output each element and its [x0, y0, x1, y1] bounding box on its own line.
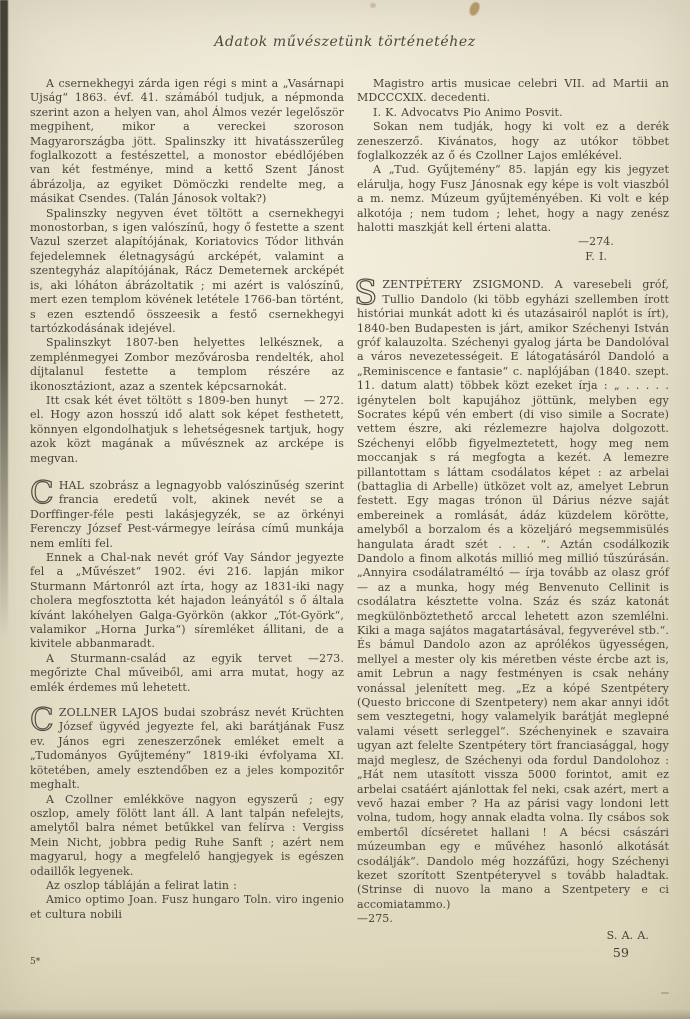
author-initials: F. I.	[585, 249, 607, 263]
paragraph: Spalinszkyt 1807-ben helyettes lelkésznek, a zemplénmegyei Zombor mezővárosba rendelték, ahol díjtalanul festette a templom részére az ikonosztáziont, azaz a szentek képcsarnokát.	[30, 336, 344, 393]
item-number: — 272.	[303, 393, 344, 407]
paragraph-text: HAL szobrász a legnagyobb valószinűség szerint francia eredetű volt, akinek nevét se a Dorffinger-féle pesti lakásjegyzék, se az örkényi Ferenczy József Pest-vármegye leírása című munkája nem említi fel.	[30, 478, 344, 550]
paragraph: Sokan nem tudják, hogy ki volt ez a derék zeneszerző. Kivánatos, hogy az utókor többet foglalkozzék az ő és Czollner Lajos emlékével.	[357, 120, 669, 163]
latin-dedication: Magistro artis musicae celebri VII. ad Martii an MDCCCXIX. decedenti.	[357, 77, 669, 105]
paper-stain	[370, 3, 376, 8]
author-signature: S. A. A.	[606, 928, 649, 942]
article-szentpetery	[354, 273, 669, 912]
paragraph-with-ref	[30, 394, 344, 466]
section-gap	[30, 466, 344, 479]
article-czollner	[30, 702, 344, 792]
article-chal	[30, 474, 344, 551]
paragraph-text: ZOLLNER LAJOS budai szobrász nevét Krüchten József ügyvéd jegyezte fel, aki barátjának Fusz ev. János egri zeneszerzőnek emléket emelt a „Tudományos Gyűjtemény“ 1819-iki évfolyama XI. kötetében, amely esztendőben ez a jeles kompozitőr meghalt.	[30, 706, 344, 792]
paper-stain	[468, 1, 481, 17]
paragraph-with-ref	[30, 652, 344, 695]
paragraph: A Czollner emlékköve nagyon egyszerű ; egy oszlop, amely fölött lant áll. A lant talpán nefelejts, amelytől balra német betűkkel van felírva : Vergiss Mein Nicht, jobbra pedig Ruhe Sanft ; azért nem magyarul, hogy a megfelelő hangjegyek is egészen odaillők legyenek.	[30, 792, 344, 878]
paragraph: Ennek a Chal-nak nevét gróf Vay Sándor jegyezte fel a „Művészet“ 1902. évi 216. lapján mikor Sturmann Mártonról azt írta, hogy az 1831-iki nagy cholera megfosztotta két hajadon leányától s ő általa kívánt lakóhelyen Galga-Györkön (akkor „Tót-Györk“, valamikor „Horna Jurka“) síremléket állitani, de a kivitele abbanmaradt.	[30, 551, 344, 651]
section-gap	[357, 264, 669, 278]
page-binding-shadow	[0, 0, 8, 640]
latin-dedication: I. K. Advocatvs Pio Animo Posvit.	[373, 105, 563, 119]
paragraph: A csernekhegyi zárda igen régi s mint a „Vasárnapi Ujság“ 1863. évf. 41. számából tudjuk, a népmonda szerint azon a helyen van, ahol Álmos vezér legelőször megpihent, mikor a vereckei szoroson Magyarországba jött. Spalinszky itt hivatásszerűleg foglalkozott a festészettel, a monostor ebédlőjében van két festménye, mind a kettő Szent Jánost ábrázolja, az egyiket Dömöczki rendelte meg, a másikat Csendes. (Talán Jánosok voltak?)	[30, 77, 344, 206]
right-column	[354, 77, 669, 960]
item-number: —275.	[357, 912, 393, 926]
dropcap-initial: S	[354, 273, 378, 314]
page-bottom-shadow	[0, 1009, 690, 1019]
paragraph: Az oszlop tábláján a felirat latin :	[46, 878, 237, 892]
page-number: 59	[612, 944, 629, 960]
page-title: Adatok művészetünk történetéhez	[214, 34, 476, 50]
sheet-signature-mark: 5*	[30, 957, 41, 967]
left-column	[30, 77, 344, 922]
paper-mark	[661, 992, 669, 994]
paragraph: A „Tud. Gyűjtemény“ 85. lapján egy kis jegyzet elárulja, hogy Fusz Jánosnak egy képe is volt viaszból a m. nemz. Múzeum gyűjteményében. Ki volt e kép alkotója ; nem tudom ; lehet, hogy a nagy zenész halotti maszkját kell érteni alatta.	[357, 163, 669, 235]
paragraph-text: Itt csak két évet töltött s 1809-ben hunyt el. Hogy azon hosszú idő alatt sok képet festhetett, könnyen elgondolhatjuk s lehetségesnek tartjuk, hogy azok közt magának a művésznek az arcképe is megvan.	[30, 393, 344, 465]
paragraph-text: A Sturmann-család az egyik tervet megőrizte Chal műveiből, ami arra mutat, hogy az emlék érdemes mű lehetett.	[30, 651, 344, 694]
paragraph-text: ZENTPÉTERY ZSIGMOND. A varesebeli gróf, Tullio Dandolo (ki több egyházi szellemben írott históriai munkát adott ki és utazásairól naplót is írt), 1840-ben Budapesten is járt, amikor Széchenyi István gróf kalauzolta. Széchenyi gyalog járta be Dandolóval a város nevezetességeit. E látogatásáról Dandoló a „Reminiscence e fantasie“ c. naplójában (1840. szept. 11. datum alatt) többek közt ezeket írja : „ . . . . . igénytelen bolt kapujához jöttünk, melyben egy Socrates képű vén embert (di viso simile a Socrate) vettem észre, aki rézlemezre hajolva dolgozott. Széchenyi előbb figyelmeztetett, hogy meg nem moccanjak s rá megfogta a kezét. A lemezre pillantottam s láttam csodálatos képet : az arbelai (battaglia di Arbelle) ütközet volt az, amelyet Lebrun festett. Egy magas trónon ül Dárius nézve saját embereinek a romlását, ádáz küzdelem körötte, amelyből a borzalom és a közeljáró megsemmisülés hangulata áradt szét . . . “. Aztán csodálkozik Dandolo a finom alkotás millió meg millió tűszúrásán. „Annyira csodálatraméltó — írja tovább az olasz gróf — az a munka, hogy még Benvenuto Cellinit is csodálatra késztette volna. Száz és száz katonát megkülönböztethető arccal lehetett azon szemlélni. Kiki a maga sajátos magatartásával, fegyverével stb.“. És bámul Dandolo azon az aprólékos ügyességen, mellyel a mester oly kis méretben véste ércbe azt is, amit Lebrun a nagy festményen is csak nehány vonással jelenített meg. „Ez a kópé Szentpétery (Questo briccone di Szentpetery) nem akar annyi időt sem vesztegetni, hogy valamelyik barátját meglepné valami vésett serleggel“. Széchenyinek e szavaira ugyan azt felelte Szentpétery tört franciasággal, hogy majd meglesz, de Széchenyi oda fordul Dandolohoz : „Hát nem utasított vissza 5000 forintot, amit ez arbelai csatáért ajánlottak fel neki, csak azért, mert a vevő hazai ember ? Ha az párisi vagy londoni lett volna, tudom, hogy annak eladta volna. Ily csábos sok embertől dícséretet hallani ! A bécsi császári múzeumban egy e művéhez hasonló alkotását csodálják“. Dandolo még hozzáfűzi, hogy Széchenyi kezet szorított Szentpéteryvel s tovább haladtak. (Strinse di nuovo la mano a Szentpetery e ci accomiatammo.)	[357, 278, 669, 911]
dropcap-initial: C	[30, 474, 54, 511]
dropcap-initial: C	[30, 702, 54, 739]
latin-inscription: Amico optimo Joan. Fusz hungaro Toln. viro ingenio et cultura nobili	[30, 893, 344, 921]
paragraph: Spalinszky negyven évet töltött a csernekhegyi monostorban, s igen valószínű, hogy ő festette a szent Vazul szerzet alapítójának, Koriatovics Tódor lithván fejedelemnek életnagyságú arcképét, valamint a szentegyház alapítójának, Rácz Demeternek arcképét is, aki lóháton ábrázoltatik ; mi azért is valószínű, mert ezen templom kövének letétele 1766-ban történt, s ezen esztendő összeesik a festő csernekhegyi tartózkodásának idejével.	[30, 206, 344, 335]
item-number: —274.	[578, 235, 614, 249]
section-gap	[30, 695, 344, 706]
item-number: —273.	[308, 651, 344, 665]
